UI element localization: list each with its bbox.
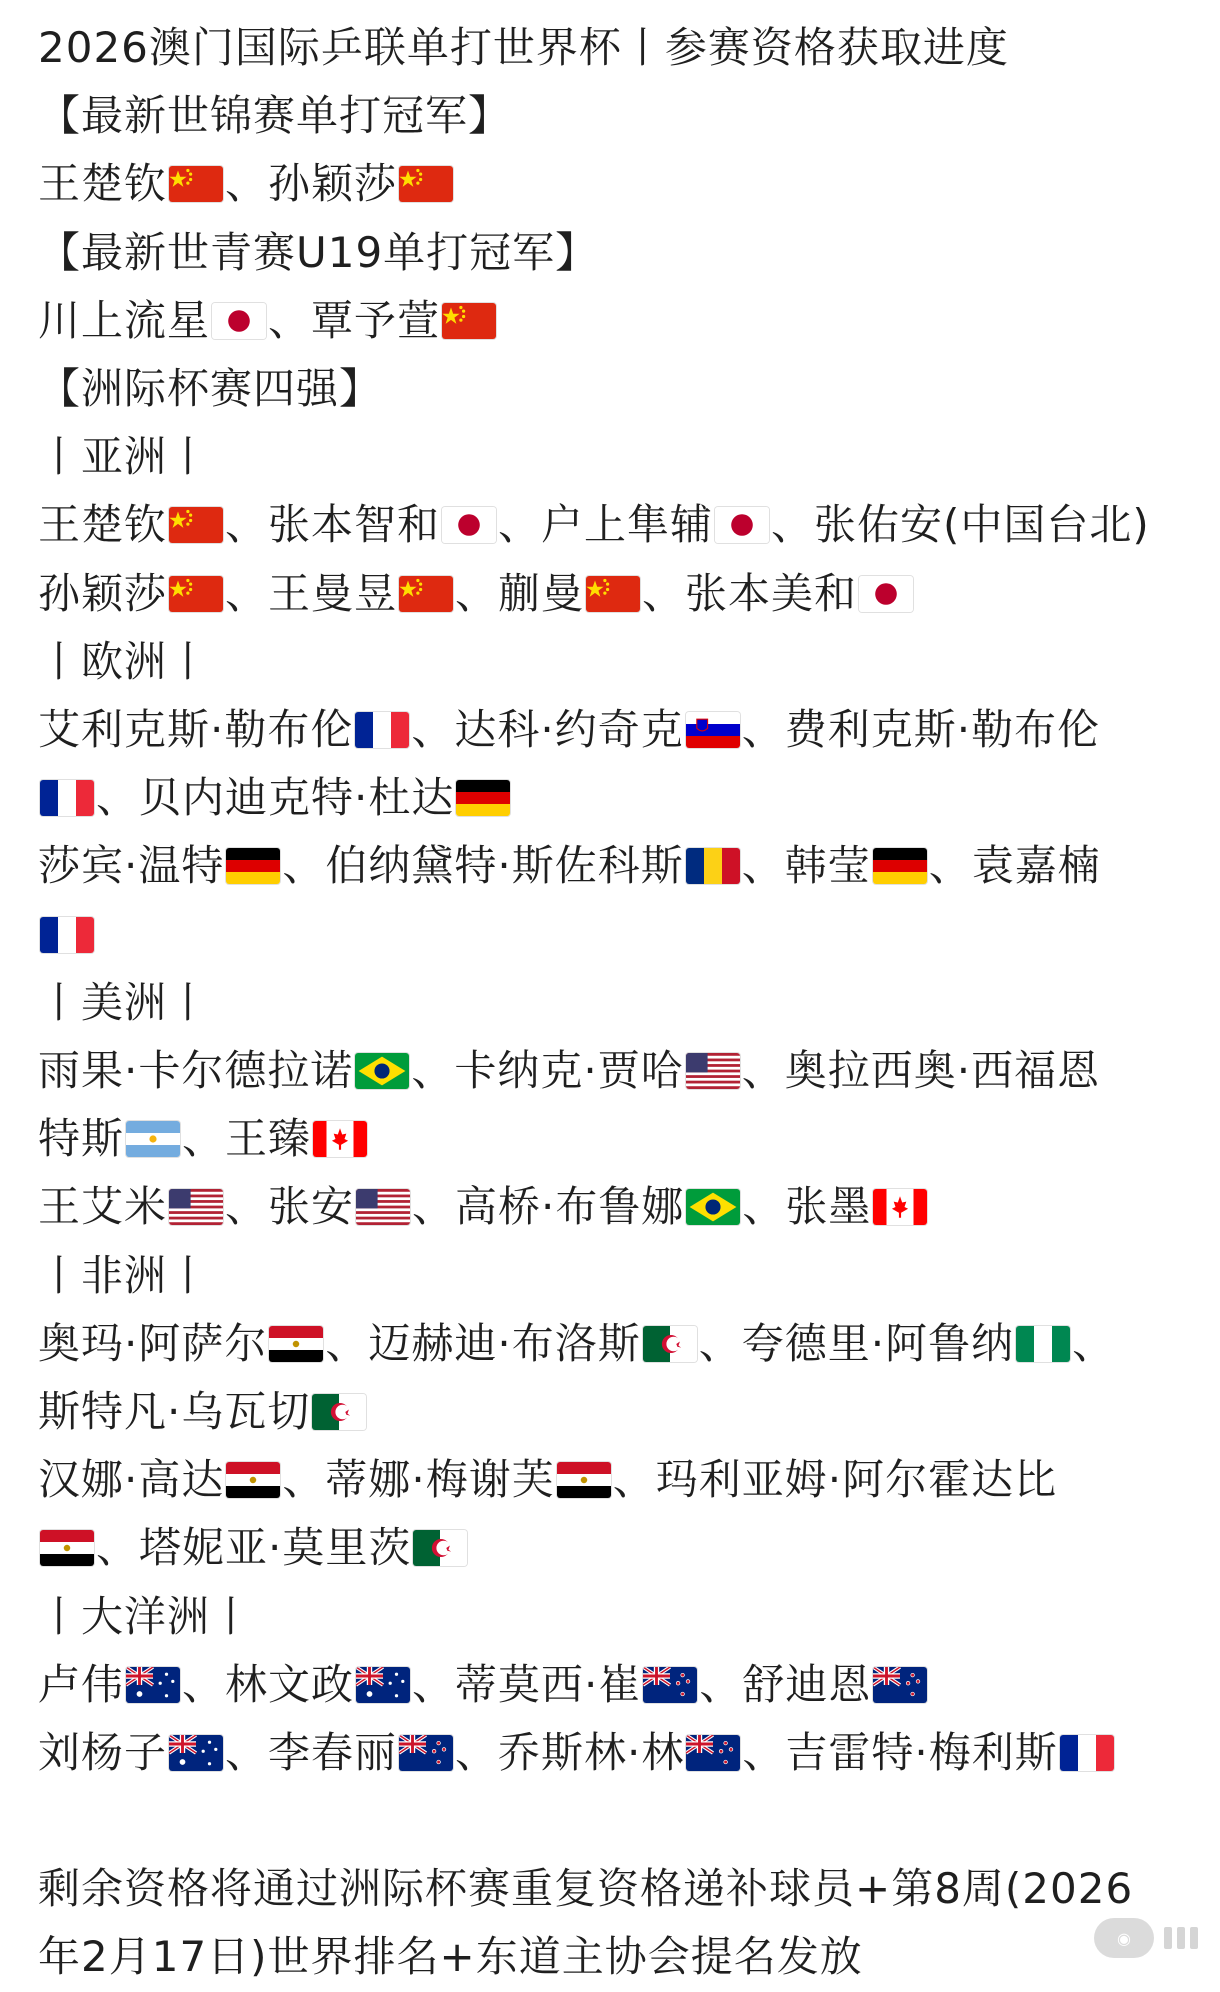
japan-flag-icon xyxy=(212,303,266,339)
text-segment: 丨大洋洲丨 xyxy=(38,1591,254,1641)
australia-flag-icon xyxy=(126,1667,180,1703)
text-segment: 、覃予萱 xyxy=(268,295,441,345)
text-segment: 剩余资格将通过洲际杯赛重复资格递补球员+第8周(2026 xyxy=(38,1864,1134,1914)
text-line xyxy=(38,287,1198,355)
text-segment: 、孙颖莎 xyxy=(225,159,398,209)
text-line xyxy=(38,1105,1198,1173)
text-segment: 王楚钦 xyxy=(38,159,168,209)
china-flag-icon xyxy=(442,303,496,339)
text-segment: 、张本智和 xyxy=(225,500,441,550)
text-line xyxy=(38,969,1198,1037)
text-segment: 刘杨子 xyxy=(38,1728,168,1778)
text-line xyxy=(38,560,1198,628)
text-segment: 、舒迪恩 xyxy=(699,1659,872,1709)
text-segment: 、迈赫迪·布洛斯 xyxy=(325,1318,641,1368)
germany-flag-icon xyxy=(873,848,927,884)
post-content xyxy=(38,14,1198,1992)
text-segment: 、王曼昱 xyxy=(225,568,398,618)
text-segment: 丨亚洲丨 xyxy=(38,432,211,482)
china-flag-icon xyxy=(169,507,223,543)
watermark xyxy=(1094,1918,1198,1958)
text-segment: 孙颖莎 xyxy=(38,568,168,618)
text-segment: 年2月17日)世界排名+东道主协会提名发放 xyxy=(38,1932,863,1982)
text-segment: 、张本美和 xyxy=(642,568,858,618)
text-line xyxy=(38,491,1198,559)
algeria-flag-icon xyxy=(413,1530,467,1566)
france-flag-icon xyxy=(355,712,409,748)
text-segment: 【最新世青赛U19单打冠军】 xyxy=(38,227,599,277)
australia-flag-icon xyxy=(169,1735,223,1771)
text-line xyxy=(38,628,1198,696)
text-line xyxy=(38,1446,1198,1514)
new-zealand-flag-icon xyxy=(873,1667,927,1703)
usa-flag-icon xyxy=(356,1189,410,1225)
text-segment: 、林文政 xyxy=(182,1659,355,1709)
new-zealand-flag-icon xyxy=(643,1667,697,1703)
text-line xyxy=(38,150,1198,218)
egypt-flag-icon xyxy=(40,1530,94,1566)
text-line xyxy=(38,423,1198,491)
text-segment: 丨欧洲丨 xyxy=(38,636,211,686)
text-line xyxy=(38,1651,1198,1719)
text-segment: 斯特凡·乌瓦切 xyxy=(38,1387,311,1437)
text-line xyxy=(38,219,1198,287)
text-segment: 、 xyxy=(1072,1318,1116,1368)
egypt-flag-icon xyxy=(557,1462,611,1498)
text-segment: 、张佑安(中国台北) xyxy=(771,500,1150,550)
text-segment: 、吉雷特·梅利斯 xyxy=(742,1728,1058,1778)
text-segment: 、户上隼辅 xyxy=(498,500,714,550)
romania-flag-icon xyxy=(686,848,740,884)
new-zealand-flag-icon xyxy=(399,1735,453,1771)
text-segment: 丨美洲丨 xyxy=(38,977,211,1027)
text-line xyxy=(38,1923,1198,1991)
usa-flag-icon xyxy=(169,1189,223,1225)
text-segment: 、韩莹 xyxy=(741,841,871,891)
text-segment: 、张墨 xyxy=(742,1182,872,1232)
text-line xyxy=(38,1514,1198,1582)
text-segment: 、奥拉西奥·西福恩 xyxy=(741,1046,1101,1096)
china-flag-icon xyxy=(586,576,640,612)
text-line xyxy=(38,764,1198,832)
australia-flag-icon xyxy=(356,1667,410,1703)
text-segment: 、达科·约奇克 xyxy=(411,705,684,755)
china-flag-icon xyxy=(169,576,223,612)
canada-flag-icon xyxy=(313,1121,367,1157)
egypt-flag-icon xyxy=(226,1462,280,1498)
text-line xyxy=(38,696,1198,764)
text-line xyxy=(38,1719,1198,1787)
text-segment: 雨果·卡尔德拉诺 xyxy=(38,1046,354,1096)
text-segment: 川上流星 xyxy=(38,295,211,345)
slovenia-flag-icon xyxy=(686,712,740,748)
japan-flag-icon xyxy=(859,576,913,612)
watermark-bars-icon xyxy=(1164,1927,1198,1949)
text-segment: 、李春丽 xyxy=(225,1728,398,1778)
usa-flag-icon xyxy=(686,1053,740,1089)
text-line xyxy=(38,1310,1198,1378)
text-line xyxy=(38,355,1198,423)
text-segment: 丨非洲丨 xyxy=(38,1250,211,1300)
text-line xyxy=(38,1583,1198,1651)
canada-flag-icon xyxy=(873,1189,927,1225)
algeria-flag-icon xyxy=(312,1394,366,1430)
text-segment: 、乔斯林·林 xyxy=(455,1728,685,1778)
text-segment: 、夸德里·阿鲁纳 xyxy=(698,1318,1015,1368)
nigeria-flag-icon xyxy=(1016,1326,1070,1362)
text-segment: 【最新世锦赛单打冠军】 xyxy=(38,91,512,141)
algeria-flag-icon xyxy=(643,1326,697,1362)
germany-flag-icon xyxy=(456,780,510,816)
new-zealand-flag-icon xyxy=(686,1735,740,1771)
text-segment: 王楚钦 xyxy=(38,500,168,550)
text-segment: 、伯纳黛特·斯佐科斯 xyxy=(282,841,684,891)
text-segment: 汉娜·高达 xyxy=(38,1455,225,1505)
text-segment: 、蒯曼 xyxy=(455,568,585,618)
china-flag-icon xyxy=(169,166,223,202)
text-segment: 莎宾·温特 xyxy=(38,841,225,891)
text-segment: 、高桥·布鲁娜 xyxy=(412,1182,685,1232)
text-line xyxy=(38,1855,1198,1923)
text-segment: 、蒂莫西·崔 xyxy=(412,1659,642,1709)
text-line xyxy=(38,14,1198,82)
text-segment: 2026澳门国际乒联单打世界杯丨参赛资格获取进度 xyxy=(38,23,1009,72)
brazil-flag-icon xyxy=(686,1189,740,1225)
blank-line xyxy=(38,1787,1198,1855)
text-segment: 奥玛·阿萨尔 xyxy=(38,1318,268,1368)
text-line xyxy=(38,1173,1198,1241)
text-line xyxy=(38,832,1198,900)
japan-flag-icon xyxy=(715,507,769,543)
text-line xyxy=(38,1242,1198,1310)
brazil-flag-icon xyxy=(355,1053,409,1089)
china-flag-icon xyxy=(399,576,453,612)
france-flag-icon xyxy=(1060,1735,1114,1771)
text-segment: 特斯 xyxy=(38,1114,125,1164)
germany-flag-icon xyxy=(226,848,280,884)
text-segment: 、张安 xyxy=(225,1182,355,1232)
text-segment: 、袁嘉楠 xyxy=(928,841,1101,891)
france-flag-icon xyxy=(40,780,94,816)
text-line xyxy=(38,82,1198,150)
text-segment: 王艾米 xyxy=(38,1182,168,1232)
text-line xyxy=(38,901,1198,969)
text-segment: 卢伟 xyxy=(38,1659,125,1709)
text-segment: 、贝内迪克特·杜达 xyxy=(96,773,455,823)
japan-flag-icon xyxy=(442,507,496,543)
text-line xyxy=(38,1378,1198,1446)
text-segment: 、卡纳克·贾哈 xyxy=(411,1046,684,1096)
watermark-logo-icon: ◉ xyxy=(1094,1918,1154,1958)
text-segment: 、王臻 xyxy=(182,1114,312,1164)
china-flag-icon xyxy=(399,166,453,202)
text-line xyxy=(38,1037,1198,1105)
text-segment: 艾利克斯·勒布伦 xyxy=(38,705,354,755)
text-segment: 、蒂娜·梅谢芙 xyxy=(282,1455,555,1505)
argentina-flag-icon xyxy=(126,1121,180,1157)
text-segment: 、塔妮亚·莫里茨 xyxy=(96,1523,412,1573)
egypt-flag-icon xyxy=(269,1326,323,1362)
text-segment: 、费利克斯·勒布伦 xyxy=(741,705,1101,755)
france-flag-icon xyxy=(40,917,94,953)
text-segment: 【洲际杯赛四强】 xyxy=(38,364,383,414)
text-segment: 、玛利亚姆·阿尔霍达比 xyxy=(612,1455,1058,1505)
